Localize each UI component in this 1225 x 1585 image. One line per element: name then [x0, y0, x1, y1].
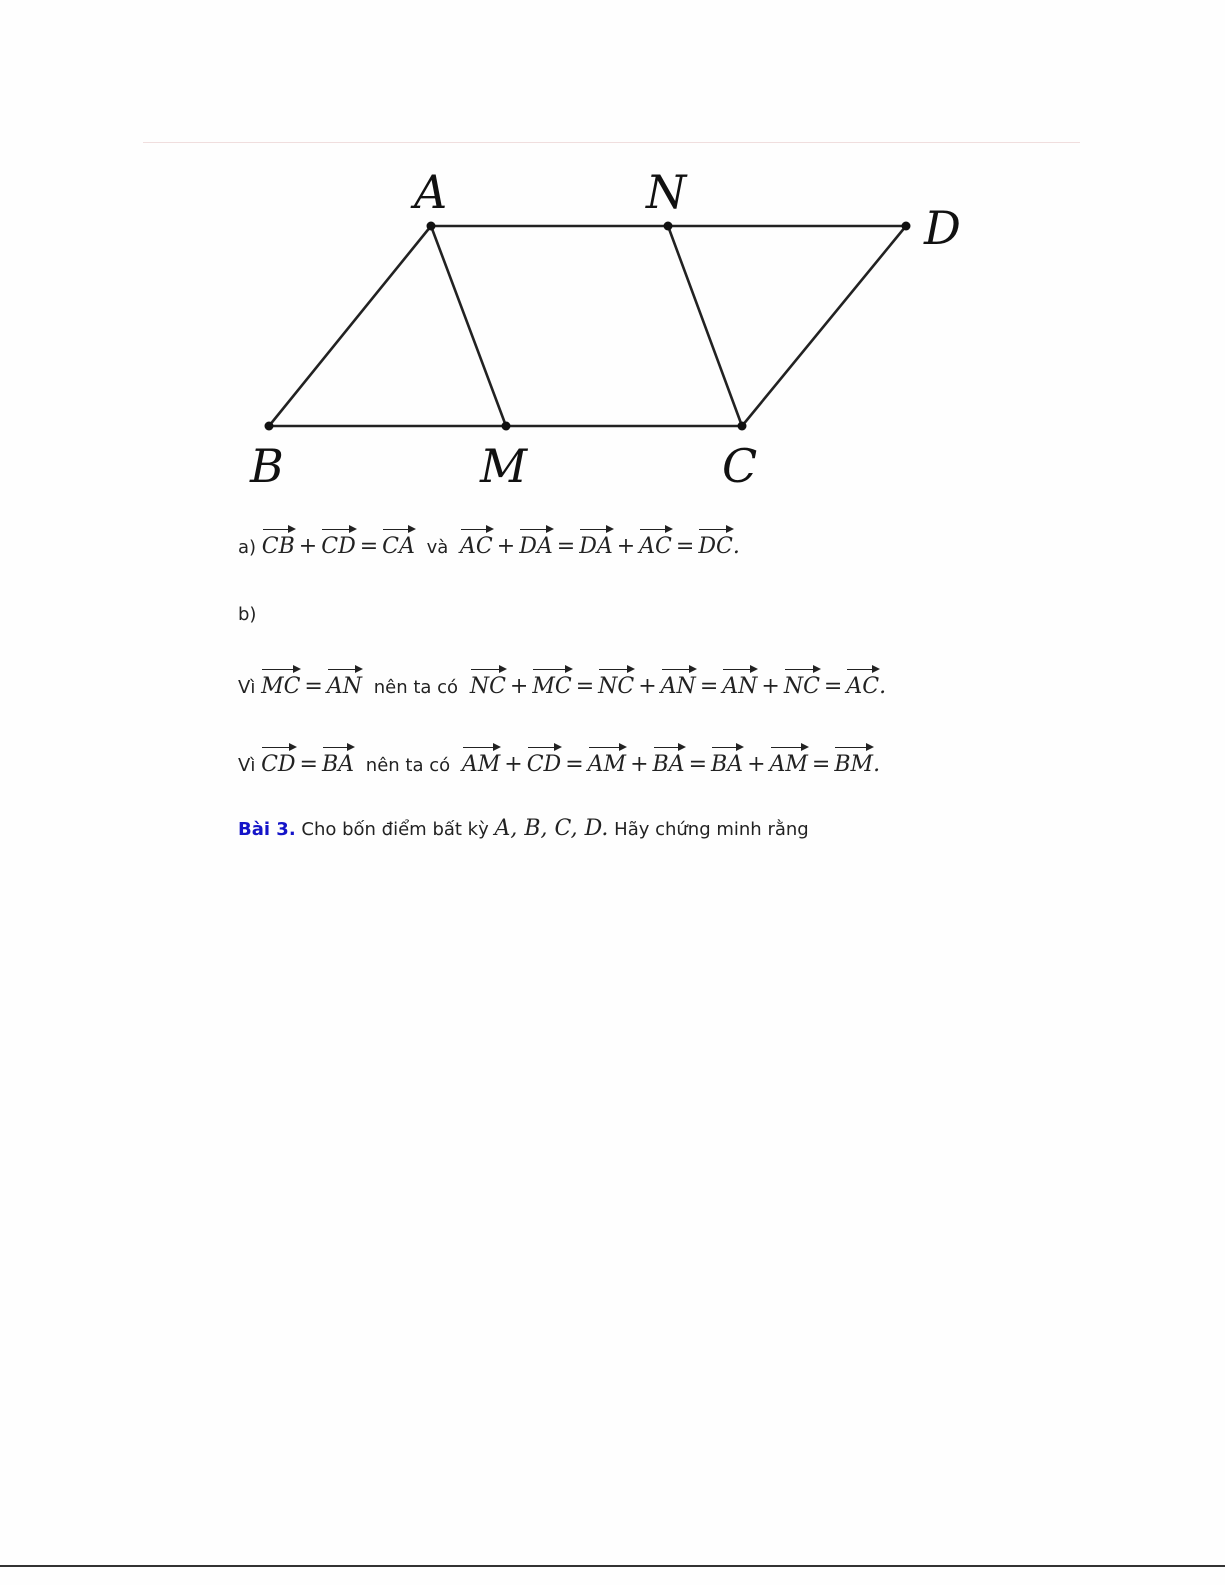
- label-B: B: [250, 439, 284, 493]
- vector-term: DC: [698, 534, 733, 559]
- vector-term: NC: [598, 674, 635, 699]
- equals-sign: =: [556, 534, 576, 559]
- equals-sign: =: [359, 534, 379, 559]
- point-N: [664, 222, 673, 231]
- part-b-line-2: [238, 750, 880, 777]
- bai3-points: A, B, C, D.: [494, 816, 609, 841]
- since-word-2: Vì: [238, 755, 256, 776]
- and-word: và: [426, 537, 449, 558]
- plus-sign: +: [504, 752, 523, 777]
- vector-term: AN: [326, 674, 362, 699]
- label-A: A: [414, 165, 448, 219]
- vector-term: DA: [519, 534, 553, 559]
- plus-sign: +: [496, 534, 516, 559]
- label-M: M: [480, 439, 528, 493]
- label-N: N: [646, 165, 687, 219]
- parallelogram-figure: [238, 160, 988, 500]
- equals-sign: =: [675, 534, 695, 559]
- label-D: D: [924, 201, 961, 255]
- part-b-line-1: [238, 672, 886, 699]
- vector-term: NC: [469, 674, 506, 699]
- vector-term: BA: [652, 752, 685, 777]
- vector-term: MC: [261, 674, 301, 699]
- bai3-text-before: Cho bốn điểm bất kỳ: [301, 819, 489, 840]
- equals-sign: =: [304, 674, 323, 699]
- plus-sign: +: [298, 534, 318, 559]
- hence-phrase-2: nên ta có: [365, 755, 451, 776]
- equals-sign: =: [565, 752, 584, 777]
- vector-term: AN: [660, 674, 696, 699]
- vector-term: AN: [722, 674, 758, 699]
- part-a-expr1: [262, 534, 415, 559]
- vector-term: BM: [834, 752, 874, 777]
- vector-term: MC: [532, 674, 572, 699]
- result-1-end: .: [879, 674, 887, 699]
- equals-sign: =: [688, 752, 707, 777]
- label-C: C: [722, 439, 758, 493]
- equals-sign: =: [699, 674, 719, 699]
- plus-sign: +: [616, 534, 636, 559]
- segment-AB: [269, 226, 431, 426]
- vector-term: AM: [461, 752, 501, 777]
- result-2-end: .: [873, 752, 881, 777]
- since-word-1: Vì: [238, 677, 256, 698]
- vector-term: AC: [460, 534, 493, 559]
- plus-sign: +: [630, 752, 649, 777]
- vector-term: AC: [639, 534, 672, 559]
- equals-sign: =: [299, 752, 318, 777]
- vector-term: CD: [261, 752, 296, 777]
- part-b-label: b): [238, 604, 257, 625]
- segment-DC: [742, 226, 906, 426]
- bottom-border: [0, 1565, 1225, 1567]
- condition-1: [261, 674, 362, 699]
- vector-term: BA: [711, 752, 744, 777]
- condition-2: [261, 752, 354, 777]
- part-a-end: .: [732, 534, 740, 559]
- vector-term: CA: [382, 534, 415, 559]
- point-D: [902, 222, 911, 231]
- plus-sign: +: [509, 674, 529, 699]
- top-divider: [143, 142, 1080, 143]
- vector-term: CD: [526, 752, 562, 777]
- bai3-label: Bài 3.: [238, 819, 296, 840]
- part-a-label: a): [238, 537, 257, 558]
- equals-sign: =: [575, 674, 595, 699]
- vector-term: CB: [261, 534, 295, 559]
- vector-term: NC: [783, 674, 820, 699]
- point-B: [265, 422, 274, 431]
- vector-term: CD: [321, 534, 356, 559]
- bai3-text-after: Hãy chứng minh rằng: [614, 819, 809, 840]
- part-a-expr2: [460, 534, 733, 559]
- segment-AM: [431, 226, 506, 426]
- plus-sign: +: [747, 752, 766, 777]
- point-M: [502, 422, 511, 431]
- result-1: [470, 674, 879, 699]
- vector-term: AC: [846, 674, 880, 699]
- vector-term: DA: [579, 534, 613, 559]
- vector-term: BA: [321, 752, 355, 777]
- bai3-line: [238, 816, 809, 841]
- equals-sign: =: [811, 752, 831, 777]
- hence-phrase-1: nên ta có: [373, 677, 459, 698]
- result-2: [462, 752, 873, 777]
- plus-sign: +: [761, 674, 780, 699]
- point-A: [427, 222, 436, 231]
- segment-NC: [668, 226, 742, 426]
- equals-sign: =: [823, 674, 843, 699]
- vector-term: AM: [769, 752, 808, 777]
- plus-sign: +: [638, 674, 657, 699]
- part-a-line: [238, 532, 740, 559]
- point-C: [738, 422, 747, 431]
- vector-term: AM: [587, 752, 627, 777]
